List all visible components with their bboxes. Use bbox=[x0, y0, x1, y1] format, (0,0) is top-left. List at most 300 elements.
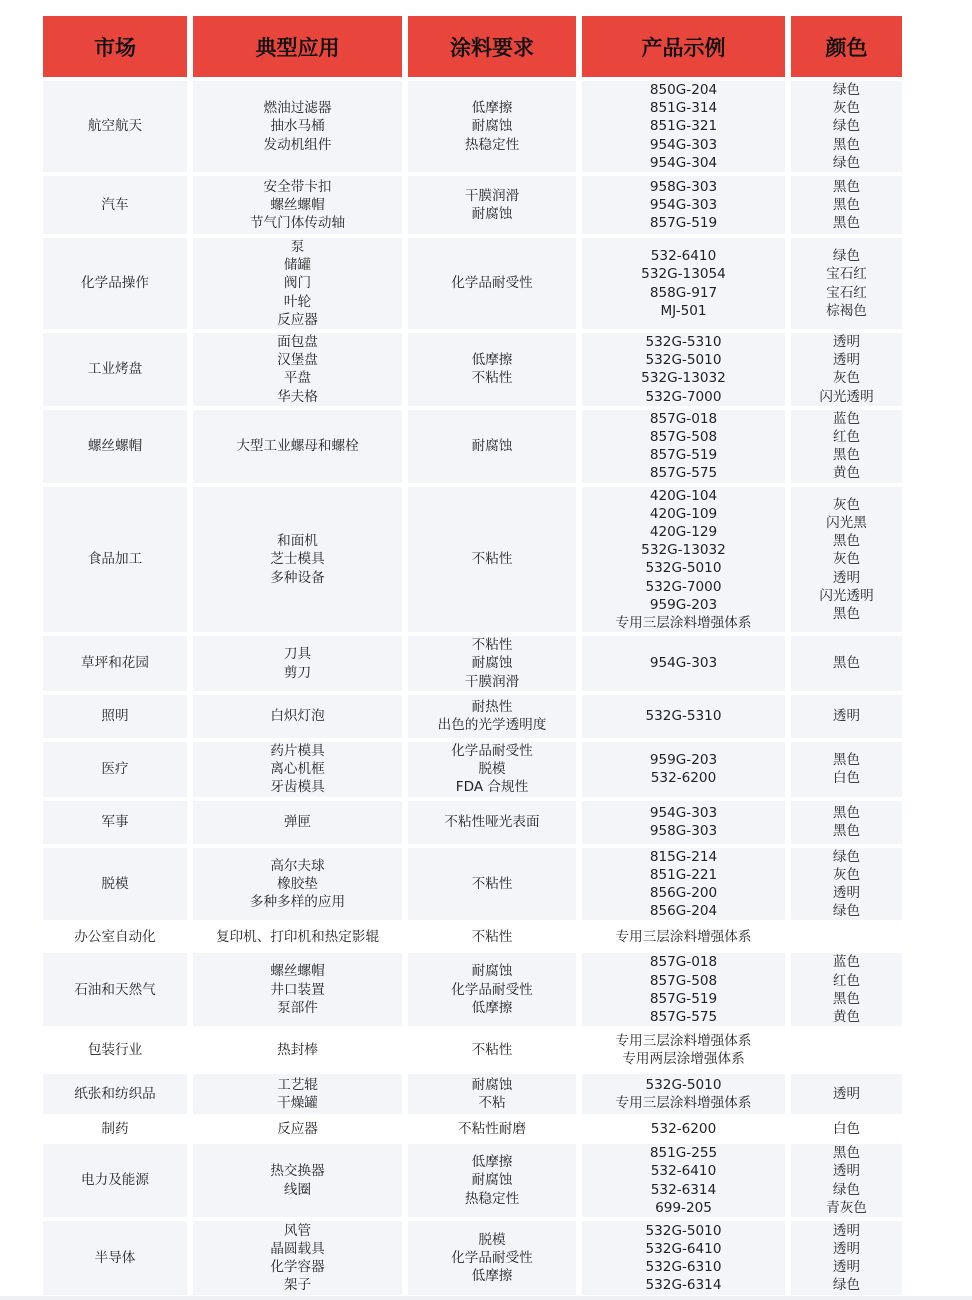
color-cell bbox=[791, 1221, 902, 1295]
product-line: 958G-303 bbox=[649, 178, 718, 195]
market-line: 电力及能源 bbox=[81, 1172, 149, 1189]
coating-line: 低摩擦 bbox=[471, 1268, 513, 1285]
table-row bbox=[43, 636, 902, 691]
product-cell bbox=[582, 1221, 785, 1295]
application-cell bbox=[193, 333, 402, 406]
application-line: 平盘 bbox=[283, 370, 312, 387]
color-line: 透明 bbox=[832, 1163, 861, 1180]
application-line: 刀具 bbox=[283, 646, 312, 663]
color-line: 黄色 bbox=[832, 1008, 861, 1025]
color-line: 绿色 bbox=[832, 118, 861, 135]
coating-cell bbox=[408, 487, 576, 633]
application-line: 多种多样的应用 bbox=[249, 894, 346, 910]
header-color: 颜色 bbox=[791, 16, 902, 77]
color-cell bbox=[791, 1118, 902, 1140]
product-line: 851G-314 bbox=[649, 100, 718, 117]
product-line: 532-6410 bbox=[650, 248, 717, 265]
application-cell bbox=[193, 410, 402, 483]
product-line: 532G-5010 bbox=[645, 352, 722, 369]
coating-cell bbox=[408, 176, 576, 234]
coating-cell bbox=[408, 636, 576, 691]
coating-cell bbox=[408, 1030, 576, 1070]
product-line: 857G-508 bbox=[649, 972, 718, 989]
market-line: 石油和天然气 bbox=[74, 981, 156, 998]
color-line: 灰色 bbox=[832, 496, 861, 513]
product-line: 857G-519 bbox=[649, 447, 718, 464]
color-line: 透明 bbox=[832, 1222, 861, 1239]
product-line: 858G-917 bbox=[649, 284, 718, 301]
product-line: 851G-221 bbox=[649, 866, 718, 883]
color-line: 黑色 bbox=[832, 655, 861, 672]
market-line: 草坪和花园 bbox=[81, 655, 149, 672]
product-line: 532G-6410 bbox=[645, 1240, 722, 1257]
coating-line: 不粘性 bbox=[471, 551, 513, 568]
coating-cell bbox=[408, 848, 576, 921]
product-cell bbox=[582, 238, 785, 329]
application-cell bbox=[193, 953, 402, 1026]
table-row bbox=[43, 848, 902, 921]
application-line: 大型工业螺母和螺栓 bbox=[236, 438, 359, 455]
color-line: 黑色 bbox=[832, 196, 861, 213]
coating-line: 耐腐蚀 bbox=[471, 118, 513, 135]
color-line: 灰色 bbox=[832, 551, 861, 568]
table-row bbox=[43, 801, 902, 844]
color-cell bbox=[791, 333, 902, 406]
page-bottom-rule bbox=[0, 1296, 972, 1300]
product-cell bbox=[582, 801, 785, 844]
coating-line: 不粘性 bbox=[471, 928, 513, 945]
coating-line: 耐腐蚀 bbox=[471, 1076, 513, 1093]
coating-line: 低摩擦 bbox=[471, 100, 513, 117]
product-line: 815G-214 bbox=[649, 848, 718, 865]
coating-line: 耐腐蚀 bbox=[471, 438, 513, 455]
application-line: 架子 bbox=[283, 1277, 312, 1294]
application-cell bbox=[193, 176, 402, 234]
application-line: 面包盘 bbox=[277, 334, 318, 351]
header-market: 市场 bbox=[43, 16, 187, 77]
coating-line: 出色的光学透明度 bbox=[437, 717, 547, 734]
product-line: 850G-204 bbox=[649, 82, 718, 98]
market-line: 脱模 bbox=[101, 875, 129, 892]
color-line: 绿色 bbox=[832, 848, 861, 865]
color-line: 黑色 bbox=[832, 136, 861, 153]
product-line: 532-6200 bbox=[650, 770, 717, 787]
coating-line: 热稳定性 bbox=[464, 1190, 520, 1207]
color-cell bbox=[791, 1030, 902, 1070]
coating-cell bbox=[408, 81, 576, 172]
product-cell bbox=[582, 742, 785, 797]
table-row bbox=[43, 1030, 902, 1070]
color-cell bbox=[791, 238, 902, 329]
color-cell bbox=[791, 801, 902, 844]
product-cell bbox=[582, 333, 785, 406]
color-line: 透明 bbox=[832, 1258, 861, 1275]
color-line: 绿色 bbox=[832, 248, 861, 265]
application-line: 叶轮 bbox=[283, 293, 312, 310]
table-body bbox=[43, 81, 902, 1295]
coatings-table bbox=[37, 12, 908, 1299]
product-line: 532G-5010 bbox=[645, 1222, 722, 1239]
product-cell bbox=[582, 487, 785, 633]
product-line: 959G-203 bbox=[649, 596, 718, 613]
color-line: 黑色 bbox=[832, 804, 861, 821]
color-line: 蓝色 bbox=[832, 954, 861, 971]
table-row bbox=[43, 333, 902, 406]
product-line: 856G-204 bbox=[649, 903, 718, 920]
product-cell bbox=[582, 1030, 785, 1070]
table-row bbox=[43, 1221, 902, 1295]
market-line: 螺丝螺帽 bbox=[87, 438, 143, 455]
coating-line: 脱模 bbox=[478, 1231, 506, 1248]
market-cell bbox=[43, 410, 187, 483]
product-line: 851G-321 bbox=[649, 118, 718, 135]
color-line: 绿色 bbox=[832, 1277, 861, 1294]
color-cell bbox=[791, 1144, 902, 1217]
coating-cell bbox=[408, 1221, 576, 1295]
market-line: 化学品操作 bbox=[81, 275, 149, 292]
market-line: 包装行业 bbox=[87, 1042, 143, 1059]
application-line: 晶圆载具 bbox=[270, 1240, 325, 1257]
application-cell bbox=[193, 1030, 402, 1070]
product-line: 532G-13032 bbox=[641, 370, 726, 387]
product-cell bbox=[582, 176, 785, 234]
application-line: 干燥罐 bbox=[277, 1095, 318, 1112]
application-line: 阀门 bbox=[283, 275, 312, 292]
application-cell bbox=[193, 742, 402, 797]
application-line: 安全带卡扣 bbox=[263, 178, 332, 195]
color-line: 透明 bbox=[832, 708, 861, 725]
application-line: 复印机、打印机和热定影辊 bbox=[215, 928, 380, 945]
color-line: 闪光黑 bbox=[826, 514, 867, 531]
market-cell bbox=[43, 238, 187, 329]
market-cell bbox=[43, 1221, 187, 1295]
application-line: 抽水马桶 bbox=[270, 118, 325, 135]
table-row bbox=[43, 1118, 902, 1140]
product-line: 699-205 bbox=[655, 1199, 712, 1216]
product-line: 专用三层涂料增强体系 bbox=[615, 615, 752, 632]
market-line: 工业烤盘 bbox=[87, 361, 143, 378]
coating-line: 热稳定性 bbox=[464, 136, 520, 153]
product-cell bbox=[582, 924, 785, 949]
table-row bbox=[43, 410, 902, 483]
coating-line: 不粘 bbox=[478, 1095, 506, 1112]
application-cell bbox=[193, 1144, 402, 1217]
product-line: 857G-519 bbox=[649, 990, 718, 1007]
color-line: 黑色 bbox=[832, 447, 861, 464]
product-cell bbox=[582, 410, 785, 483]
application-cell bbox=[193, 487, 402, 633]
product-line: 532G-7000 bbox=[645, 578, 722, 595]
application-cell bbox=[193, 801, 402, 844]
market-cell bbox=[43, 487, 187, 633]
color-cell bbox=[791, 176, 902, 234]
product-cell bbox=[582, 81, 785, 172]
product-cell bbox=[582, 1074, 785, 1114]
product-line: 专用两层涂增强体系 bbox=[622, 1051, 745, 1068]
market-line: 半导体 bbox=[94, 1249, 136, 1266]
coating-line: 化学品耐受性 bbox=[451, 981, 533, 998]
application-line: 弹匣 bbox=[283, 813, 312, 830]
color-line: 黑色 bbox=[832, 215, 861, 232]
color-line: 红色 bbox=[832, 972, 861, 989]
application-cell bbox=[193, 695, 402, 738]
market-line: 汽车 bbox=[101, 196, 129, 213]
table-row bbox=[43, 1144, 902, 1217]
product-cell bbox=[582, 953, 785, 1026]
product-line: 532G-13032 bbox=[641, 542, 726, 559]
coating-line: 耐热性 bbox=[471, 699, 513, 716]
application-line: 工艺辊 bbox=[277, 1076, 318, 1093]
market-cell bbox=[43, 176, 187, 234]
header-application: 典型应用 bbox=[193, 16, 402, 77]
market-cell bbox=[43, 1118, 187, 1140]
product-line: 857G-575 bbox=[649, 465, 718, 482]
market-line: 照明 bbox=[101, 708, 129, 725]
coating-line: 化学品耐受性 bbox=[451, 742, 533, 759]
coating-cell bbox=[408, 238, 576, 329]
application-line: 橡胶垫 bbox=[277, 875, 318, 892]
coating-cell bbox=[408, 924, 576, 949]
color-line: 黑色 bbox=[832, 751, 861, 768]
header-coating: 涂料要求 bbox=[408, 16, 576, 77]
coating-line: 干膜润滑 bbox=[464, 673, 520, 690]
color-line: 红色 bbox=[832, 429, 861, 446]
product-line: 857G-018 bbox=[649, 410, 718, 427]
color-line: 透明 bbox=[832, 352, 861, 369]
application-line: 泵 bbox=[290, 239, 305, 256]
color-line: 黑色 bbox=[832, 533, 861, 550]
coating-line: 低摩擦 bbox=[471, 352, 513, 369]
market-line: 制药 bbox=[101, 1121, 129, 1138]
product-line: 857G-575 bbox=[649, 1008, 718, 1025]
table-row bbox=[43, 81, 902, 172]
color-line: 闪光透明 bbox=[819, 388, 874, 405]
application-line: 离心机框 bbox=[270, 761, 325, 778]
product-line: 851G-255 bbox=[649, 1145, 718, 1162]
application-line: 化学容器 bbox=[270, 1258, 325, 1275]
product-line: 420G-129 bbox=[649, 524, 718, 541]
header-row bbox=[43, 16, 902, 77]
table-row bbox=[43, 924, 902, 949]
market-cell bbox=[43, 1074, 187, 1114]
market-line: 医疗 bbox=[101, 761, 129, 778]
product-line: 532G-5010 bbox=[645, 560, 722, 577]
product-line: 532-6200 bbox=[650, 1121, 717, 1138]
application-cell bbox=[193, 238, 402, 329]
application-cell bbox=[193, 1118, 402, 1140]
color-cell bbox=[791, 636, 902, 691]
color-line: 宝石红 bbox=[826, 266, 867, 283]
coating-line: 不粘性 bbox=[471, 637, 513, 654]
color-line: 黑色 bbox=[832, 1145, 861, 1162]
application-line: 螺丝螺帽 bbox=[270, 196, 325, 213]
color-line: 灰色 bbox=[832, 100, 861, 117]
color-line: 灰色 bbox=[832, 370, 861, 387]
application-line: 汉堡盘 bbox=[277, 352, 318, 369]
product-line: 专用三层涂料增强体系 bbox=[615, 1032, 752, 1049]
product-line: 954G-303 bbox=[649, 196, 718, 213]
application-line: 螺丝螺帽 bbox=[270, 963, 325, 980]
product-line: 420G-109 bbox=[649, 505, 718, 522]
product-line: 954G-303 bbox=[649, 136, 718, 153]
color-line: 透明 bbox=[832, 1086, 861, 1103]
product-line: 958G-303 bbox=[649, 823, 718, 839]
product-line: 954G-303 bbox=[649, 804, 718, 821]
color-line: 青灰色 bbox=[826, 1199, 867, 1216]
coating-line: 耐腐蚀 bbox=[471, 655, 513, 672]
market-cell bbox=[43, 1030, 187, 1070]
color-cell bbox=[791, 924, 902, 949]
product-line: 532G-6310 bbox=[645, 1258, 722, 1275]
color-line: 透明 bbox=[832, 569, 861, 586]
application-line: 节气门体传动轴 bbox=[249, 215, 346, 232]
market-cell bbox=[43, 848, 187, 921]
product-line: 532G-6314 bbox=[645, 1277, 722, 1294]
product-line: 532-6314 bbox=[650, 1181, 717, 1198]
market-line: 办公室自动化 bbox=[74, 928, 156, 945]
market-line: 食品加工 bbox=[87, 551, 143, 568]
coating-line: 不粘性 bbox=[471, 370, 513, 387]
coating-line: 不粘性哑光表面 bbox=[444, 813, 540, 830]
market-line: 纸张和纺织品 bbox=[74, 1086, 156, 1103]
color-line: 透明 bbox=[832, 334, 861, 351]
application-line: 华夫格 bbox=[277, 388, 318, 405]
color-line: 白色 bbox=[832, 770, 861, 787]
application-cell bbox=[193, 636, 402, 691]
table-row bbox=[43, 695, 902, 738]
color-line: 绿色 bbox=[832, 903, 861, 920]
color-line: 黑色 bbox=[832, 990, 861, 1007]
coating-line: 不粘性耐磨 bbox=[458, 1121, 526, 1138]
application-line: 井口装置 bbox=[270, 981, 325, 998]
product-line: 专用三层涂料增强体系 bbox=[615, 928, 752, 945]
product-line: 532G-7000 bbox=[645, 388, 722, 405]
application-line: 燃油过滤器 bbox=[263, 100, 332, 117]
color-line: 蓝色 bbox=[832, 410, 861, 427]
product-cell bbox=[582, 636, 785, 691]
color-line: 宝石红 bbox=[826, 284, 867, 301]
product-line: 专用三层涂料增强体系 bbox=[615, 1095, 752, 1112]
coating-line: 化学品耐受性 bbox=[451, 1249, 533, 1266]
market-cell bbox=[43, 1144, 187, 1217]
color-line: 黑色 bbox=[832, 178, 861, 195]
market-cell bbox=[43, 333, 187, 406]
coating-cell bbox=[408, 410, 576, 483]
color-cell bbox=[791, 695, 902, 738]
color-line: 透明 bbox=[832, 1240, 861, 1257]
product-cell bbox=[582, 695, 785, 738]
table-row bbox=[43, 742, 902, 797]
application-cell bbox=[193, 1074, 402, 1114]
table-row bbox=[43, 238, 902, 329]
header-product: 产品示例 bbox=[582, 16, 785, 77]
application-cell bbox=[193, 924, 402, 949]
color-cell bbox=[791, 953, 902, 1026]
market-line: 航空航天 bbox=[87, 118, 143, 135]
application-line: 芝士模具 bbox=[270, 551, 325, 568]
coating-line: 低摩擦 bbox=[471, 1154, 513, 1171]
market-cell bbox=[43, 742, 187, 797]
color-line: 闪光透明 bbox=[819, 587, 874, 604]
market-cell bbox=[43, 801, 187, 844]
coating-cell bbox=[408, 1144, 576, 1217]
market-line: 军事 bbox=[101, 813, 129, 830]
color-cell bbox=[791, 742, 902, 797]
product-line: 954G-304 bbox=[649, 154, 718, 171]
product-line: 532G-5310 bbox=[645, 708, 722, 725]
color-cell bbox=[791, 487, 902, 633]
market-cell bbox=[43, 636, 187, 691]
product-line: 532G-13054 bbox=[641, 266, 726, 283]
coating-cell bbox=[408, 742, 576, 797]
application-cell bbox=[193, 1221, 402, 1295]
color-line: 绿色 bbox=[832, 154, 861, 171]
application-line: 牙齿模具 bbox=[270, 779, 325, 796]
color-line: 黑色 bbox=[832, 823, 861, 839]
application-line: 和面机 bbox=[277, 533, 318, 550]
product-line: 532-6410 bbox=[650, 1163, 717, 1180]
application-line: 风管 bbox=[283, 1222, 312, 1239]
coating-cell bbox=[408, 801, 576, 844]
market-cell bbox=[43, 924, 187, 949]
table-row bbox=[43, 487, 902, 633]
color-line: 透明 bbox=[832, 884, 861, 901]
coating-cell bbox=[408, 1118, 576, 1140]
coating-line: 耐腐蚀 bbox=[471, 963, 513, 980]
application-line: 高尔夫球 bbox=[270, 857, 325, 874]
application-line: 多种设备 bbox=[270, 569, 325, 586]
application-line: 剪刀 bbox=[283, 664, 312, 681]
application-line: 白炽灯泡 bbox=[270, 708, 325, 725]
coating-line: 耐腐蚀 bbox=[471, 1172, 513, 1189]
application-line: 泵部件 bbox=[277, 999, 318, 1016]
coating-line: 低摩擦 bbox=[471, 999, 513, 1016]
color-cell bbox=[791, 81, 902, 172]
color-line: 灰色 bbox=[832, 866, 861, 883]
market-cell bbox=[43, 695, 187, 738]
application-line: 发动机组件 bbox=[263, 136, 332, 153]
product-line: 857G-519 bbox=[649, 215, 718, 232]
product-line: 420G-104 bbox=[649, 487, 718, 504]
color-line: 绿色 bbox=[832, 1181, 861, 1198]
coating-cell bbox=[408, 953, 576, 1026]
product-line: 532G-5010 bbox=[645, 1076, 722, 1093]
coating-line: 不粘性 bbox=[471, 875, 513, 892]
application-line: 反应器 bbox=[277, 1121, 318, 1138]
coating-cell bbox=[408, 695, 576, 738]
product-line: 856G-200 bbox=[649, 884, 718, 901]
color-line: 绿色 bbox=[832, 82, 861, 98]
coating-line: FDA 合规性 bbox=[455, 779, 529, 796]
color-cell bbox=[791, 1074, 902, 1114]
application-line: 反应器 bbox=[277, 311, 318, 328]
product-line: 857G-018 bbox=[649, 954, 718, 971]
color-line: 棕褐色 bbox=[826, 302, 867, 319]
color-line: 黑色 bbox=[832, 605, 861, 622]
table-row bbox=[43, 176, 902, 234]
color-cell bbox=[791, 848, 902, 921]
product-line: 959G-203 bbox=[649, 751, 718, 768]
product-line: 954G-303 bbox=[649, 655, 718, 672]
color-cell bbox=[791, 410, 902, 483]
coating-line: 化学品耐受性 bbox=[451, 275, 533, 292]
product-line: MJ-501 bbox=[660, 302, 707, 319]
market-cell bbox=[43, 953, 187, 1026]
color-line: 黄色 bbox=[832, 465, 861, 482]
product-cell bbox=[582, 1144, 785, 1217]
color-line: 白色 bbox=[832, 1121, 861, 1138]
application-line: 热封棒 bbox=[277, 1042, 318, 1059]
